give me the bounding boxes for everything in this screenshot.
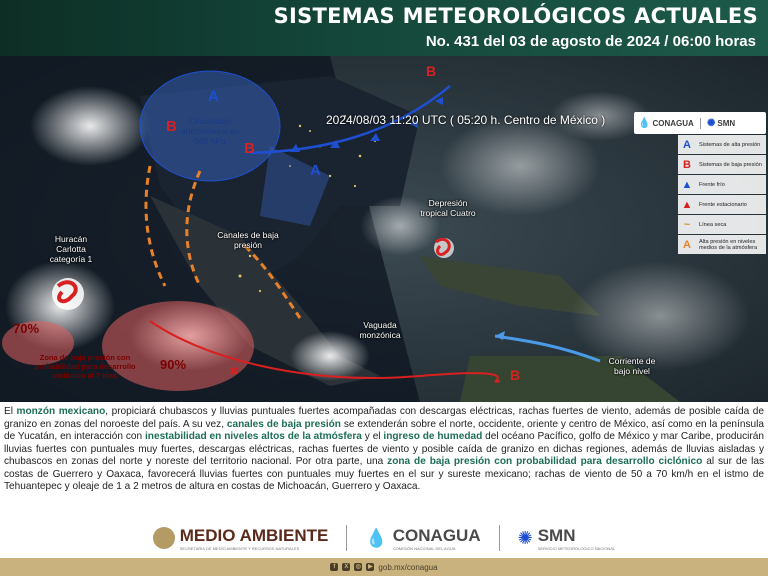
x-icon[interactable]: X — [344, 564, 349, 570]
medio-ambiente-logo: MEDIO AMBIENTE SECRETARÍA DE MEDIO AMBIENTE Y RECURSOS NATURALES — [153, 526, 329, 551]
footer-bar — [0, 558, 768, 576]
stationary-front-icon: ▲ — [681, 198, 693, 211]
low-pressure-symbol-3: B — [426, 63, 437, 79]
water-drop-icon: 💧 — [638, 117, 651, 129]
swirl-icon: ✺ — [517, 527, 533, 548]
website-link[interactable]: gob.mx/conagua — [378, 562, 438, 572]
low-pressure-icon: B — [683, 158, 691, 171]
water-drop-icon: 💧 — [365, 527, 388, 548]
low-pressure-zone-label: Zona de baja presión con probabilidad para desarrollo ciclónico al 7 días — [34, 353, 136, 380]
legend-item — [678, 215, 766, 234]
dry-line-icon: ~ — [683, 218, 691, 231]
satellite-image — [0, 56, 768, 402]
divider — [346, 525, 347, 551]
seal-icon — [153, 527, 175, 549]
satellite-map — [0, 56, 768, 402]
legend-item — [678, 235, 766, 254]
cold-front-icon: ▲ — [681, 178, 693, 191]
low-pressure-symbol-1: B — [166, 118, 177, 135]
conagua-logo: 💧 CONAGUA — [638, 117, 694, 129]
instagram-icon[interactable]: ◎ — [355, 564, 362, 570]
legend-item — [678, 175, 766, 194]
low-pressure-symbol-4: B — [510, 367, 521, 383]
anticyclone-label: Circulación anticiclónica en 500 hPa — [180, 116, 240, 146]
troughs-label: Canales de baja presión — [217, 230, 279, 250]
legend-label: Sistemas de baja presión — [699, 161, 762, 168]
probability-90-label: 90% — [160, 357, 187, 372]
legend-item — [678, 135, 766, 154]
high-pressure-symbol: A — [208, 88, 219, 105]
high-pressure-upper-icon: A — [683, 238, 691, 251]
legend-item — [678, 155, 766, 174]
probability-70-label: 70% — [13, 321, 40, 336]
legend-label: Frente frío — [699, 181, 725, 188]
monsoon-trough-label: Vaguada monzónica — [359, 320, 401, 340]
swirl-icon: ✺ — [707, 117, 716, 129]
footer-logos — [0, 518, 768, 558]
bulletin-text: El monzón mexicano, propiciará chubascos y lluvias puntuales fuertes acompañadas con descargas eléctricas, rachas fuertes de viento, además de posible caída de granizo en zonas del noroeste del país. A su vez, canales de baja presión se extenderán sobre el norte, occidente, oriente y centro de México, así como en la península de Yucatán, en interacción con inestabilidad en niveles altos de la atmósfera y el ingreso de humedad del océano Pacífico, golfo de México y mar Caribe, producirán lluvias fuertes con puntuales muy fuertes, descargas eléctricas, rachas fuertes de viento y posible caída de granizo en dichas regiones, además de lluvias aisladas y chubascos en zonas del norte y noreste del territorio nacional. Por otra parte, una zona de baja presión con probabilidad para desarrollo ciclónico al sur de las costas de Guerrero y Oaxaca, favorecerá lluvias fuertes con puntuales muy fuertes en el sur y sureste mexicano; rachas de viento de 50 a 70 km/h en el istmo de Tehuantepec y oleaje de 1 a 2 metros de altura en costas de Michoacán, Guerrero y Oaxaca. — [0, 404, 768, 518]
youtube-icon[interactable]: ▶ — [368, 564, 373, 570]
smn-logo: ✺ SMN — [700, 118, 735, 129]
high-pressure-icon: A — [683, 138, 691, 151]
hurricane-label: Huracán Carlotta categoría 1 — [49, 234, 93, 264]
bulletin-number: No. 431 del 03 de agosto de 2024 / 06:00 horas — [425, 33, 756, 50]
legend-label: Sistemas de alta presión — [699, 141, 761, 148]
header-banner — [0, 0, 768, 56]
facebook-icon[interactable]: f — [330, 563, 338, 571]
tropical-depression-label: Depresión tropical Cuatro — [420, 198, 476, 218]
map-logos — [634, 112, 766, 134]
legend-label: Alta presión en niveles medios de la atmósfera — [699, 238, 758, 251]
map-legend — [678, 135, 766, 253]
image-timestamp: 2024/08/03 11:20 UTC ( 05:20 h. Centro de México ) — [326, 113, 606, 127]
legend-label: Frente estacionario — [699, 201, 747, 208]
high-pressure-symbol-2: A — [310, 162, 321, 179]
divider — [499, 525, 500, 551]
smn-footer-logo: ✺ SMN SERVICIO METEOROLÓGICO NACIONAL — [517, 525, 616, 551]
legend-item — [678, 195, 766, 214]
page-title: SISTEMAS METEOROLÓGICOS ACTUALES — [273, 4, 758, 28]
low-pressure-symbol-2: B — [244, 140, 255, 157]
low-level-current-label: Corriente de bajo nivel — [608, 356, 656, 376]
legend-label: Línea seca — [699, 221, 727, 228]
conagua-footer-logo: 💧 CONAGUA COMISIÓN NACIONAL DEL AGUA — [365, 525, 481, 551]
